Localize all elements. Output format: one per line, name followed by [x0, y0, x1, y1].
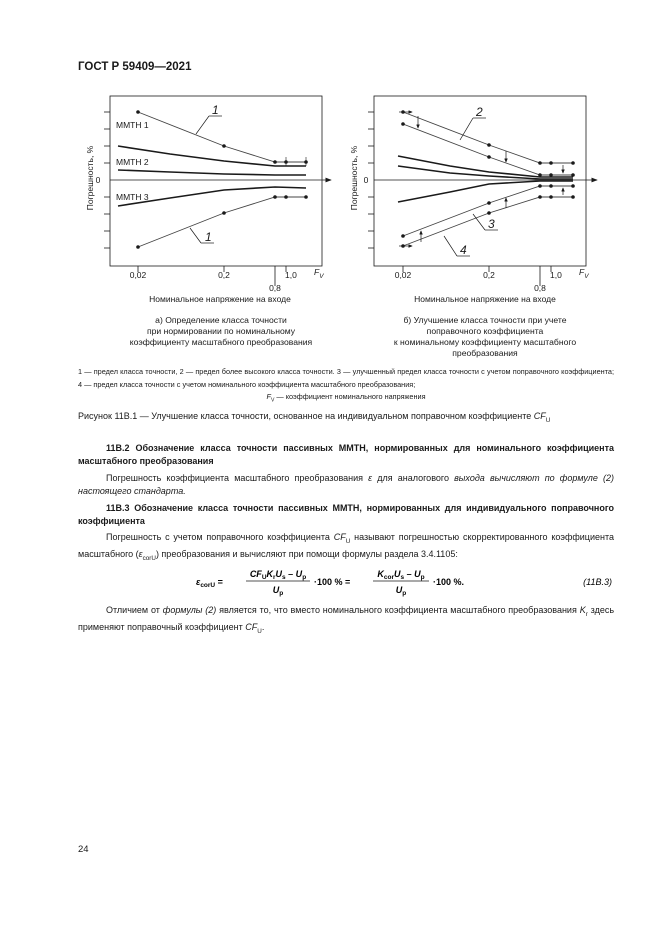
caption-a-line: коэффициенту масштабного преобразования [129, 337, 313, 347]
panel-a [85, 96, 331, 304]
figure-notes [78, 366, 614, 407]
formula-denominator-1: $U_p$ [272, 585, 284, 597]
panel-b-curve-label-4: 4 [460, 243, 467, 257]
panel-b-x-ticks [403, 266, 551, 286]
caption-b [380, 315, 590, 359]
caption-b-line: поправочного коэффициента [426, 326, 544, 336]
panel-a-leader-1-bottom [190, 228, 201, 243]
section-b3-heading: 11В.3 Обозначение класса точности пассивных ММТН, нормированных для индивидуального поправочного коэффициента [78, 503, 614, 526]
panel-a-xtick-02: 0,2 [218, 270, 230, 280]
panel-b-curve-4-upper [403, 124, 573, 175]
panel-b-curve-2-upper [403, 112, 573, 163]
panel-b-xtick-10: 1,0 [550, 270, 562, 280]
notes-line-2: $F_V$ — коэффициент номинального напряжения [266, 392, 426, 404]
panel-a-curve-1-lower [138, 197, 306, 247]
panel-a-label-mmtn1: ММТН 1 [116, 120, 149, 130]
caption-b-line: б) Улучшение класса точности при учете [403, 315, 567, 325]
panel-b-zero-label: 0 [363, 175, 369, 185]
formula-numerator-2: $K_{cor}U_s - U_p$ [377, 569, 425, 581]
page-number: 24 [78, 844, 89, 855]
panel-a-xtick-10: 1,0 [285, 270, 297, 280]
panel-a-x-ticks [138, 266, 286, 286]
formula-number: (11В.3) [583, 577, 612, 587]
panel-b [349, 96, 597, 304]
panel-b-xtick-02: 0,2 [483, 270, 495, 280]
panel-a-y-ticks [104, 112, 110, 248]
panel-b-xtick-08: 0,8 [534, 283, 546, 293]
panel-a-curve-label-1-top: 1 [212, 103, 219, 117]
panel-a-curve-1-lower-points [136, 195, 308, 249]
panel-a-xtick-08: 0,8 [269, 283, 281, 293]
panel-a-zero-label: 0 [95, 175, 101, 185]
formula-mult-2: ·100 %. [433, 577, 465, 587]
formula-mult-1: ·100 % = [314, 577, 351, 587]
panel-a-xtick-002: 0,02 [129, 270, 147, 280]
panel-a-mmtn2-curve [118, 170, 306, 175]
conclusion-paragraph: Отличием от формулы (2) является то, что вместо номинального коэффициента масштабного преобразования $K_r$ здесь применяют поправочный коэффициент $CF_U$. [78, 605, 615, 635]
formula-numerator-1: $CF_UK_rU_s - U_p$ [249, 569, 307, 581]
panel-a-xvar: $F_V$ [314, 267, 324, 280]
panel-b-curve-label-2: 2 [476, 105, 483, 119]
panel-a-label-mmtn3: ММТН 3 [116, 192, 149, 202]
panel-a-curve-label-1-bottom: 1 [205, 230, 212, 244]
panel-b-xtick-002: 0,02 [394, 270, 412, 280]
formula-svg [78, 566, 614, 598]
section-b3-paragraph: Погрешность с учетом поправочного коэффициента $CF_U$ называют погрешностью скорректированного коэффициента масштабного $(\varepsilon_{corU})$ преобразования и вычисляют при помощи формулы раздела 3.4.1105: [78, 532, 614, 562]
section-b2-paragraph: Погрешность коэффициента масштабного преобразования ε для аналогового выхода вычисляют по формуле (2) настоящего стандарта. [78, 473, 615, 496]
panel-b-mmtn1-curve [398, 156, 573, 177]
formula-11b3 [78, 566, 614, 596]
panel-a-ylabel: Погрешность, % [85, 145, 95, 211]
panel-a-xlabel: Номинальное напряжение на входе [149, 294, 291, 304]
figure-title: Рисунок 11В.1 — Улучшение класса точности, основанное на индивидуальном поправочном коэффициенте $CF_U$ [78, 411, 551, 424]
panel-a-markers [286, 157, 306, 166]
figure-chart [0, 0, 661, 360]
panel-b-y-ticks [368, 112, 374, 248]
caption-a [116, 315, 326, 348]
panel-b-curve-label-3: 3 [488, 217, 495, 231]
caption-a-line: при нормировании по номинальному [146, 326, 296, 336]
formula-lhs: $\varepsilon_{corU}$ = [196, 577, 223, 589]
caption-a-line: а) Определение класса точности [155, 315, 287, 325]
panel-a-leader-1-top [196, 116, 209, 134]
caption-b-line: преобразования [452, 348, 518, 358]
section-b2-heading: 11В.2 Обозначение класса точности пассивных ММТН, нормированных для номинального коэффициента масштабного преобразования [78, 443, 614, 466]
formula-denominator-2: $U_p$ [395, 585, 407, 597]
panel-a-curve-1-upper [138, 112, 306, 162]
panel-a-label-mmtn2: ММТН 2 [116, 157, 149, 167]
panel-b-xlabel: Номинальное напряжение на входе [414, 294, 556, 304]
notes-line-1: 1 — предел класса точности, 2 — предел более высокого класса точности. 3 — улучшенный предел класса точности с учетом поправочного коэффициента; 4 — предел класса точности с учетом номинального коэффициента масштабного преобразования; [78, 367, 614, 389]
panel-b-mmtn3-curve [398, 181, 573, 202]
document-header: ГОСТ Р 59409—2021 [78, 61, 192, 73]
panel-b-xvar: $F_V$ [579, 267, 589, 280]
panel-b-ylabel: Погрешность, % [349, 145, 359, 211]
caption-b-line: к номинальному коэффициенту масштабного [393, 337, 577, 347]
panel-a-curve-1-upper-points [136, 110, 308, 164]
panel-b-leader-4 [444, 236, 457, 256]
